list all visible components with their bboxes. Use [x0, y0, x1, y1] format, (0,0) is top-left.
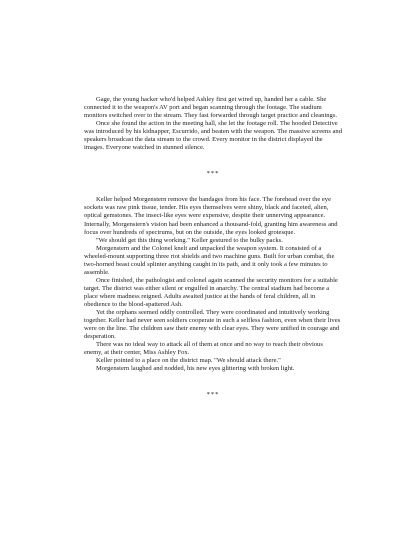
- paragraph: Morgenstern and the Colonel knelt and unpacked the weapon system. It consisted of a wheeled-mount supporting three riot shields and two machine guns. Built for urban combat, the two-horned beast could splinter anything caught in its path, and it only took a few minutes to assemble.: [84, 244, 335, 276]
- paragraph: Yet the orphans seemed oddly controlled. They were coordinated and intuitively working together. Keller had never seen soldiers cooperate in such a selfless fashion, even when their lives were on the line. The children saw their enemy with clear eyes. They were unified in courage and desperation.: [84, 309, 341, 341]
- section-separator: ***: [206, 391, 220, 399]
- paragraph: Gage, the young hacker who'd helped Ashley first get wired up, handed her a cable. She connected it to the weapon's AV port and began scanning through the footage. The stadium monitors switched over to the stream. They fast forwarded through target practice and cleanings.: [84, 96, 338, 120]
- paragraph: There was no ideal way to attack all of them at once and no way to reach their obvious enemy, at their center, Miss Ashley Fox.: [84, 341, 323, 357]
- section-separator: ***: [206, 170, 220, 178]
- paragraph: "We should get this thing working." Keller gestured to the bulky packs.: [96, 236, 283, 244]
- paragraph: Keller pointed to a place on the district map. "We should attack there.": [96, 357, 281, 365]
- paragraph: Morgenstern laughed and nodded, his new eyes glittering with broken light.: [96, 365, 295, 373]
- document-page: [84, 96, 342, 417]
- paragraph: Once she found the action in the meeting hall, she let the footage roll. The hooded Detective was introduced by his kidnapper, Escurrido, and beaten with the weapon. The massive screens and speakers broadcast the data stream to the crowd. Every monitor in the district displayed the images. Everyone watched in stunned silence.: [84, 120, 342, 152]
- paragraph: Keller helped Morgenstern remove the bandages from his face. The forehead over the eye sockets was raw pink tissue, tender. His eyes themselves were shiny, black and faceted, alien, optical gemstones. The insect-like eyes were expensive, despite their unnerving appearance. Internally, Morgenstern's vision had been enhanced a thousand-fold, granting him awareness and focus over hundreds of spectrums, but on the outside, the eyes looked grotesque.: [84, 196, 338, 236]
- paragraph: Once finished, the pathologist and colonel again scanned the security monitors for a suitable target. The district was either silent or engulfed in anarchy. The central stadium had become a place where madness reigned. Adults awaited justice at the hands of feral children, all in obedience to the blood-spattered Ash.: [84, 276, 338, 308]
